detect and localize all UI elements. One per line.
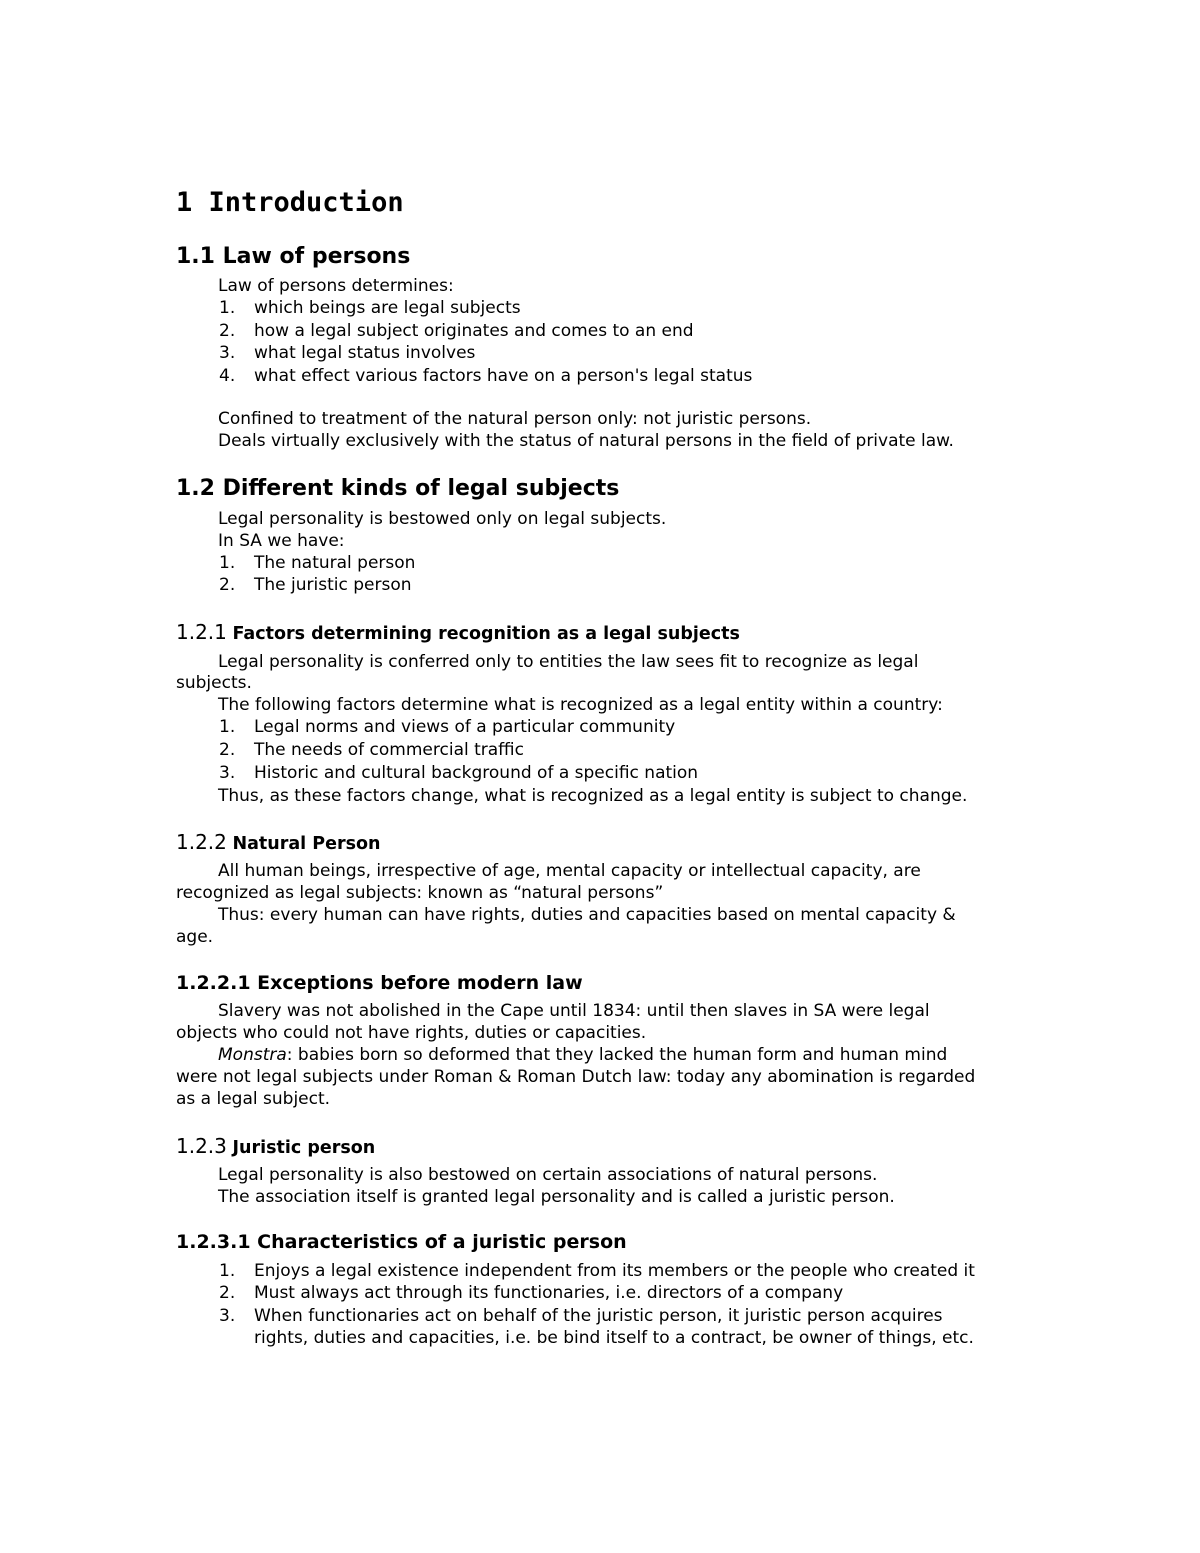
list-text: The natural person xyxy=(254,553,416,573)
list-number: 2. xyxy=(219,575,236,595)
list-number: 3. xyxy=(219,763,236,783)
section-title: Factors determining recognition as a legal subjects xyxy=(232,624,740,644)
paragraph: recognized as legal subjects: known as “natural persons” xyxy=(176,883,664,903)
list-text: what effect various factors have on a person's legal status xyxy=(254,366,753,386)
list-number: 4. xyxy=(219,366,236,386)
list-text: The juristic person xyxy=(254,575,412,595)
list-text: which beings are legal subjects xyxy=(254,298,521,318)
list-text: Legal norms and views of a particular community xyxy=(254,717,676,737)
list-text: how a legal subject originates and comes to an end xyxy=(254,321,694,341)
heading-natural-person xyxy=(176,830,381,856)
list-text: Must always act through its functionaries, i.e. directors of a company xyxy=(254,1283,844,1303)
list-text: Historic and cultural background of a specific nation xyxy=(254,763,699,783)
paragraph: Legal personality is also bestowed on certain associations of natural persons. xyxy=(218,1165,878,1185)
list-number: 1. xyxy=(219,298,236,318)
list-number: 2. xyxy=(219,740,236,760)
paragraph: In SA we have: xyxy=(218,531,345,551)
paragraph: were not legal subjects under Roman & Roman Dutch law: today any abomination is regarded xyxy=(176,1067,976,1087)
paragraph: Thus, as these factors change, what is recognized as a legal entity is subject to change. xyxy=(218,786,968,806)
list-text: what legal status involves xyxy=(254,343,476,363)
emphasis-term: Monstra xyxy=(218,1045,287,1065)
paragraph: as a legal subject. xyxy=(176,1089,331,1109)
list-number: 1. xyxy=(219,717,236,737)
section-title: Natural Person xyxy=(232,834,381,854)
list-number: 3. xyxy=(219,343,236,363)
section-number: 1.2.2 xyxy=(176,830,227,854)
paragraph: Slavery was not abolished in the Cape until 1834: until then slaves in SA were legal xyxy=(218,1001,930,1021)
heading-introduction: 1 Introduction xyxy=(176,187,404,218)
section-number: 1.2.1 xyxy=(176,620,227,644)
paragraph: All human beings, irrespective of age, mental capacity or intellectual capacity, are xyxy=(218,861,921,881)
paragraph: Legal personality is bestowed only on legal subjects. xyxy=(218,509,667,529)
heading-different-kinds: 1.2 Different kinds of legal subjects xyxy=(176,476,620,501)
paragraph: age. xyxy=(176,927,214,947)
heading-juristic-person xyxy=(176,1134,375,1160)
paragraph: objects who could not have rights, duties or capacities. xyxy=(176,1023,647,1043)
list-number: 1. xyxy=(219,1261,236,1281)
paragraph: The association itself is granted legal personality and is called a juristic person. xyxy=(218,1187,895,1207)
paragraph: The following factors determine what is recognized as a legal entity within a country: xyxy=(218,695,943,715)
list-text: Enjoys a legal existence independent from its members or the people who created it xyxy=(254,1261,975,1281)
paragraph: Confined to treatment of the natural person only: not juristic persons. xyxy=(218,409,812,429)
section-title: Juristic person xyxy=(232,1138,376,1158)
heading-law-of-persons: 1.1 Law of persons xyxy=(176,244,411,269)
list-number: 2. xyxy=(219,321,236,341)
list-number: 3. xyxy=(219,1306,236,1326)
paragraph xyxy=(218,1044,947,1067)
heading-exceptions: 1.2.2.1 Exceptions before modern law xyxy=(176,972,583,994)
paragraph: Legal personality is conferred only to entities the law sees fit to recognize as legal xyxy=(218,652,919,672)
list-number: 2. xyxy=(219,1283,236,1303)
list-text: The needs of commercial traffic xyxy=(254,740,524,760)
section-number: 1.2.3 xyxy=(176,1134,227,1158)
list-number: 1. xyxy=(219,553,236,573)
paragraph: Deals virtually exclusively with the status of natural persons in the field of private law. xyxy=(218,431,954,451)
paragraph: Thus: every human can have rights, duties and capacities based on mental capacity & xyxy=(218,905,956,925)
list-text: When functionaries act on behalf of the juristic person, it juristic person acquires xyxy=(254,1306,943,1326)
heading-factors-determining xyxy=(176,620,740,646)
law-of-persons-intro: Law of persons determines: xyxy=(218,276,454,296)
list-item-continuation: rights, duties and capacities, i.e. be bind itself to a contract, be owner of things, etc. xyxy=(254,1328,974,1348)
heading-characteristics: 1.2.3.1 Characteristics of a juristic person xyxy=(176,1231,627,1253)
paragraph-text: : babies born so deformed that they lacked the human form and human mind xyxy=(286,1045,948,1065)
paragraph: subjects. xyxy=(176,673,252,693)
